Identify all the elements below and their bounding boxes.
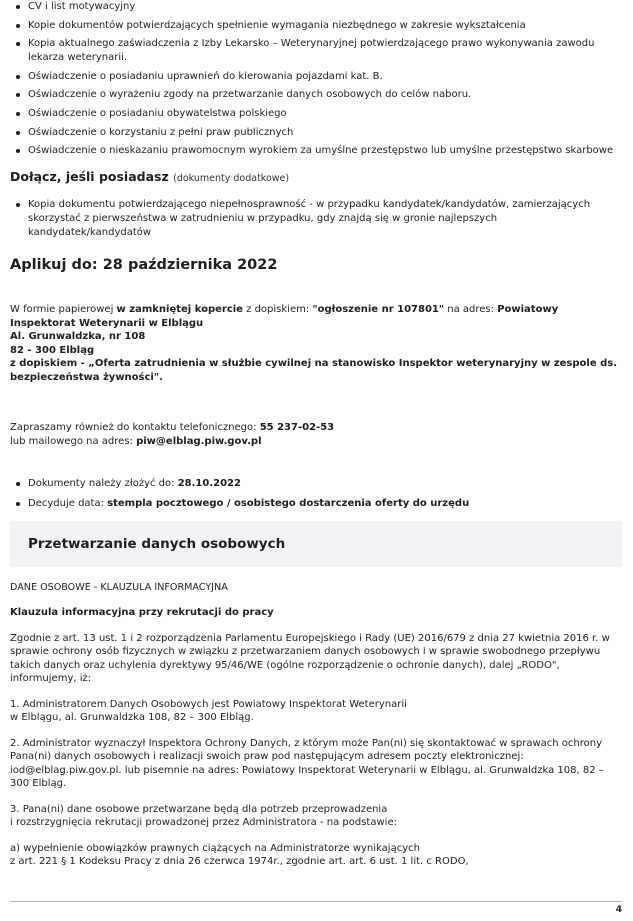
gdpr-point-3a-line-1: a) wypełnienie obowiązków prawnych ciążących na Administratorze wynikających xyxy=(10,842,420,854)
gdpr-point-2: 2. Administrator wyznaczył Inspektora Ochrony Danych, z którym może Pan(ni) się skontaktować w sprawach ochrony Pana(ni) danych osobowych i realizacji swoich praw pod następującym adresem poczty elektronicznej: iod@elblag.piw.gov.pl. lub pisemnie na adres: Powiatowy Inspektorat Weterynarii w Elblągu, al. Grunwaldzka 108, 82 – 300 Elbląg. xyxy=(10,737,604,790)
apply-note-label: z dopiskiem - xyxy=(10,358,89,370)
required-documents-list xyxy=(10,0,622,158)
gdpr-heading: Przetwarzanie danych osobowych xyxy=(28,535,286,552)
list-item xyxy=(10,477,622,491)
gdpr-point-1-line-1: 1. Administratorem Danych Osobowych jest Powiatowy Inspektorat Weterynarii xyxy=(10,698,407,710)
gdpr-point-1 xyxy=(10,698,622,725)
docs-deadline-date: 28.10.2022 xyxy=(177,478,241,490)
decides-value: stempla pocztowego / osobistego dostarczenia oferty do urzędu xyxy=(107,497,470,509)
apply-street: Al. Grunwaldzka, nr 108 xyxy=(10,331,146,343)
docs-deadline-label: Dokumenty należy złożyć do: xyxy=(28,478,178,490)
gdpr-subheading: Klauzula informacyjna przy rekrutacji do pracy xyxy=(10,607,274,619)
optional-heading-note: (dokumenty dodatkowe) xyxy=(173,173,290,185)
page-number: 4 xyxy=(615,905,622,915)
contact-info xyxy=(10,421,622,448)
gdpr-point-3a xyxy=(10,842,622,869)
document-page xyxy=(10,0,622,869)
list-item: CV i list motywacyjny xyxy=(10,0,622,14)
list-item: Kopia aktualnego zaświadczenia z Izby Lekarsko – Weterynaryjnej potwierdzającego prawo wykonywania zawodu lekarza weterynarii. xyxy=(10,37,622,65)
gdpr-section-header xyxy=(10,521,622,567)
list-item: Oświadczenie o wyrażeniu zgody na przetwarzanie danych osobowych do celów naboru. xyxy=(10,88,622,102)
email-label: lub mailowego na adres: xyxy=(10,435,137,447)
decides-label: Decyduje data: xyxy=(28,497,108,509)
gdpr-point-3-line-2: i rozstrzygnięcia rekrutacji prowadzonej przez Administratora - na podstawie: xyxy=(10,817,397,829)
gdpr-point-1-line-2: w Elblągu, al. Grunwaldzka 108, 82 – 300 Elbląg. xyxy=(10,712,254,724)
gdpr-label: DANE OSOBOWE - KLAUZULA INFORMACYJNA xyxy=(10,581,228,593)
list-item xyxy=(10,497,622,511)
phone-label: Zapraszamy również do kontaktu telefonicznego: xyxy=(10,422,260,434)
list-item: Kopie dokumentów potwierdzających spełnienie wymagania niezbędnego w zakresie wykształcenia xyxy=(10,19,622,33)
list-item: Oświadczenie o nieskazaniu prawomocnym wyrokiem za umyślne przestępstwo lub umyślne przestępstwo skarbowe xyxy=(10,144,622,158)
gdpr-intro: Zgodnie z art. 13 ust. 1 i 2 rozporządzenia Parlamentu Europejskiego i Rady (UE) 2016/679 z dnia 27 kwietnia 2016 r. w sprawie ochrony osób fizycznych w związku z przetwarzaniem danych osobowych i w sprawie swobodnego przepływu takich danych oraz uchylenia dyrektywy 95/46/WE (ogólne rozporządzenie o ochronie danych), dalej „RODO", informujemy, iż: xyxy=(10,632,610,685)
optional-heading-text: Dołącz, jeśli posiadasz xyxy=(10,169,169,185)
gdpr-point-3a-line-2: z art. 221 § 1 Kodeksu Pracy z dnia 26 czerwca 1974r., zgodnie art. art. 6 ust. 1 lit. c RODO, xyxy=(10,856,469,868)
optional-documents-list xyxy=(10,198,622,240)
phone-number: 55 237-02-53 xyxy=(259,422,335,434)
apply-to-address: na adres: xyxy=(444,304,498,316)
apply-envelope: w zamkniętej kopercie xyxy=(116,304,243,316)
apply-organization: Powiatowy Inspektorat Weterynarii w Elblągu xyxy=(10,304,559,329)
apply-reference: "ogłoszenie nr 107801" xyxy=(312,304,445,316)
gdpr-point-3-line-1: 3. Pana(ni) dane osobowe przetwarzane będą dla potrzeb przeprowadzenia xyxy=(10,803,388,815)
footer-divider xyxy=(10,901,622,902)
apply-deadline-title: Aplikuj do: 28 października 2022 xyxy=(10,257,278,274)
mailing-instructions xyxy=(10,303,622,384)
apply-intro: W formie papierowej xyxy=(10,304,117,316)
apply-note-text: „Oferta zatrudnienia w służbie cywilnej na stanowisko Inspektor weterynaryjny w zespole ds. bezpieczeństwa żywności". xyxy=(10,358,618,383)
optional-documents-heading xyxy=(10,169,622,187)
apply-with-note: z dopiskiem: xyxy=(242,304,313,316)
gdpr-point-3 xyxy=(10,803,622,830)
list-item: Oświadczenie o korzystaniu z pełni praw publicznych xyxy=(10,126,622,140)
apply-city: 82 - 300 Elbląg xyxy=(10,344,95,356)
email-address: piw@elblag.piw.gov.pl xyxy=(136,435,262,447)
list-item: Oświadczenie o posiadaniu uprawnień do kierowania pojazdami kat. B. xyxy=(10,70,622,84)
list-item: Oświadczenie o posiadaniu obywatelstwa polskiego xyxy=(10,107,622,121)
deadline-list xyxy=(10,477,622,510)
list-item: Kopia dokumentu potwierdzającego niepełnosprawność - w przypadku kandydatek/kandydatów, zamierzających skorzystać z pierwszeństwa w zatrudnieniu w przypadku, gdy znajdą się w gronie najlepszych kandydatek/kandydatów xyxy=(10,198,622,240)
